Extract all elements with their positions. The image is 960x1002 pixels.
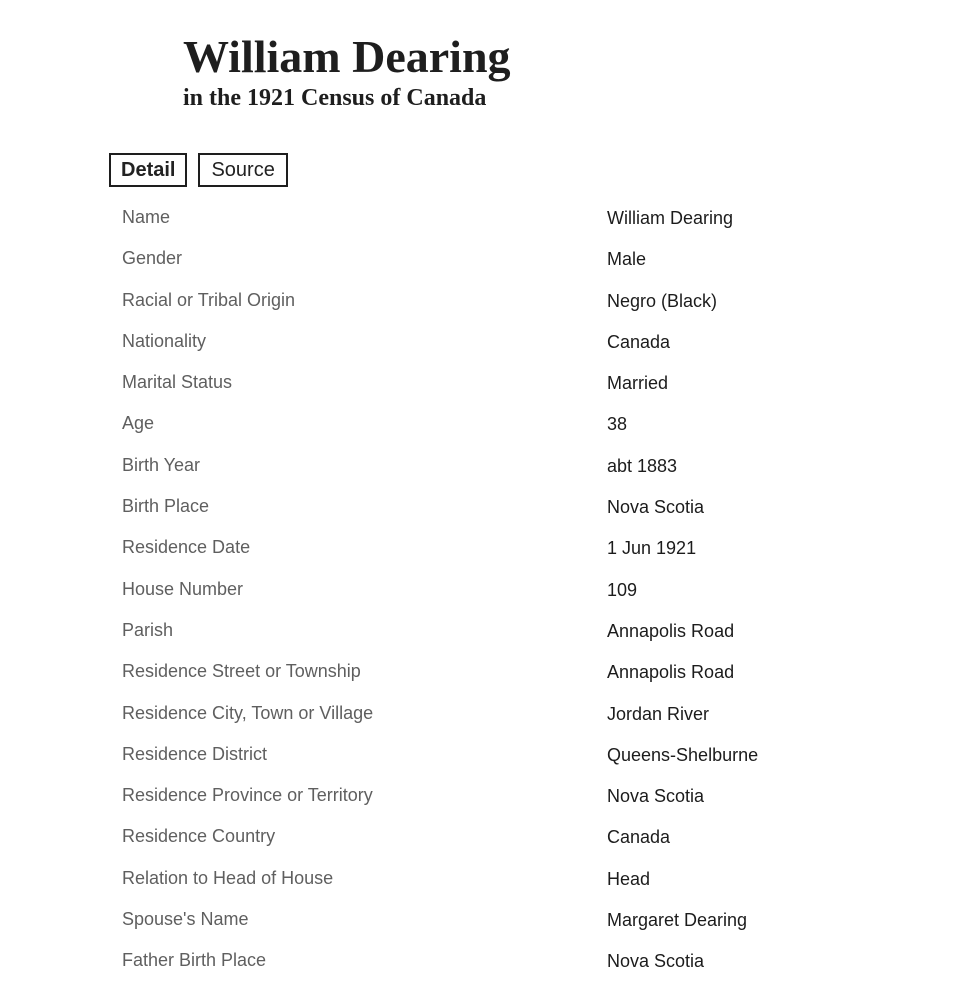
detail-label: Spouse's Name bbox=[122, 909, 249, 930]
detail-value: abt 1883 bbox=[607, 455, 678, 476]
detail-row bbox=[0, 610, 960, 651]
detail-value: Canada bbox=[607, 827, 671, 848]
detail-label: Residence City, Town or Village bbox=[122, 702, 374, 723]
detail-value: 109 bbox=[607, 579, 638, 600]
detail-label: Residence Province or Territory bbox=[122, 785, 373, 806]
detail-label: Parish bbox=[122, 619, 174, 640]
detail-row bbox=[0, 775, 960, 816]
detail-row bbox=[0, 899, 960, 940]
detail-value: Nova Scotia bbox=[607, 951, 705, 972]
detail-value: Margaret Dearing bbox=[607, 910, 748, 931]
detail-value: Male bbox=[607, 249, 647, 270]
detail-value: Jordan River bbox=[607, 703, 710, 724]
detail-value: Canada bbox=[607, 331, 671, 352]
detail-label: Gender bbox=[122, 248, 183, 269]
detail-label: Residence Street or Township bbox=[122, 661, 361, 682]
detail-label: House Number bbox=[122, 578, 244, 599]
detail-label: Nationality bbox=[122, 330, 207, 351]
detail-row bbox=[0, 362, 960, 403]
detail-row bbox=[0, 569, 960, 610]
detail-value: Queens-Shelburne bbox=[607, 744, 759, 765]
detail-value: Negro (Black) bbox=[607, 290, 718, 311]
detail-row bbox=[0, 280, 960, 321]
detail-value: 1 Jun 1921 bbox=[607, 538, 697, 559]
record-header bbox=[183, 30, 511, 112]
detail-row bbox=[0, 693, 960, 734]
detail-row bbox=[0, 238, 960, 279]
detail-label: Marital Status bbox=[122, 372, 233, 393]
tab-bar bbox=[109, 153, 288, 187]
detail-label: Birth Year bbox=[122, 454, 201, 475]
detail-label: Name bbox=[122, 207, 171, 227]
detail-value: 38 bbox=[607, 414, 628, 435]
detail-value: William Dearing bbox=[607, 208, 734, 228]
detail-value: Head bbox=[607, 868, 651, 889]
tab-source[interactable]: Source bbox=[198, 153, 287, 187]
detail-row bbox=[0, 734, 960, 775]
tab-detail[interactable]: Detail bbox=[109, 153, 187, 187]
detail-value: Married bbox=[607, 373, 669, 394]
detail-table bbox=[0, 197, 960, 982]
detail-row bbox=[0, 816, 960, 857]
detail-row bbox=[0, 321, 960, 362]
detail-label: Residence Date bbox=[122, 537, 251, 558]
detail-row bbox=[0, 197, 960, 238]
detail-value: Nova Scotia bbox=[607, 497, 705, 518]
detail-row bbox=[0, 940, 960, 981]
detail-row bbox=[0, 858, 960, 899]
detail-row bbox=[0, 486, 960, 527]
detail-row bbox=[0, 651, 960, 692]
detail-label: Relation to Head of House bbox=[122, 867, 334, 888]
detail-value: Annapolis Road bbox=[607, 620, 735, 641]
page-subtitle: in the 1921 Census of Canada bbox=[183, 85, 487, 111]
page-title: William Dearing bbox=[183, 31, 511, 82]
detail-label: Age bbox=[122, 413, 155, 434]
detail-label: Residence Country bbox=[122, 826, 276, 847]
detail-row bbox=[0, 527, 960, 568]
detail-label: Residence District bbox=[122, 743, 268, 764]
detail-label: Birth Place bbox=[122, 496, 210, 517]
detail-label: Racial or Tribal Origin bbox=[122, 289, 296, 310]
detail-row bbox=[0, 403, 960, 444]
detail-value: Nova Scotia bbox=[607, 786, 705, 807]
detail-value: Annapolis Road bbox=[607, 662, 735, 683]
detail-label: Father Birth Place bbox=[122, 950, 267, 971]
detail-row bbox=[0, 445, 960, 486]
